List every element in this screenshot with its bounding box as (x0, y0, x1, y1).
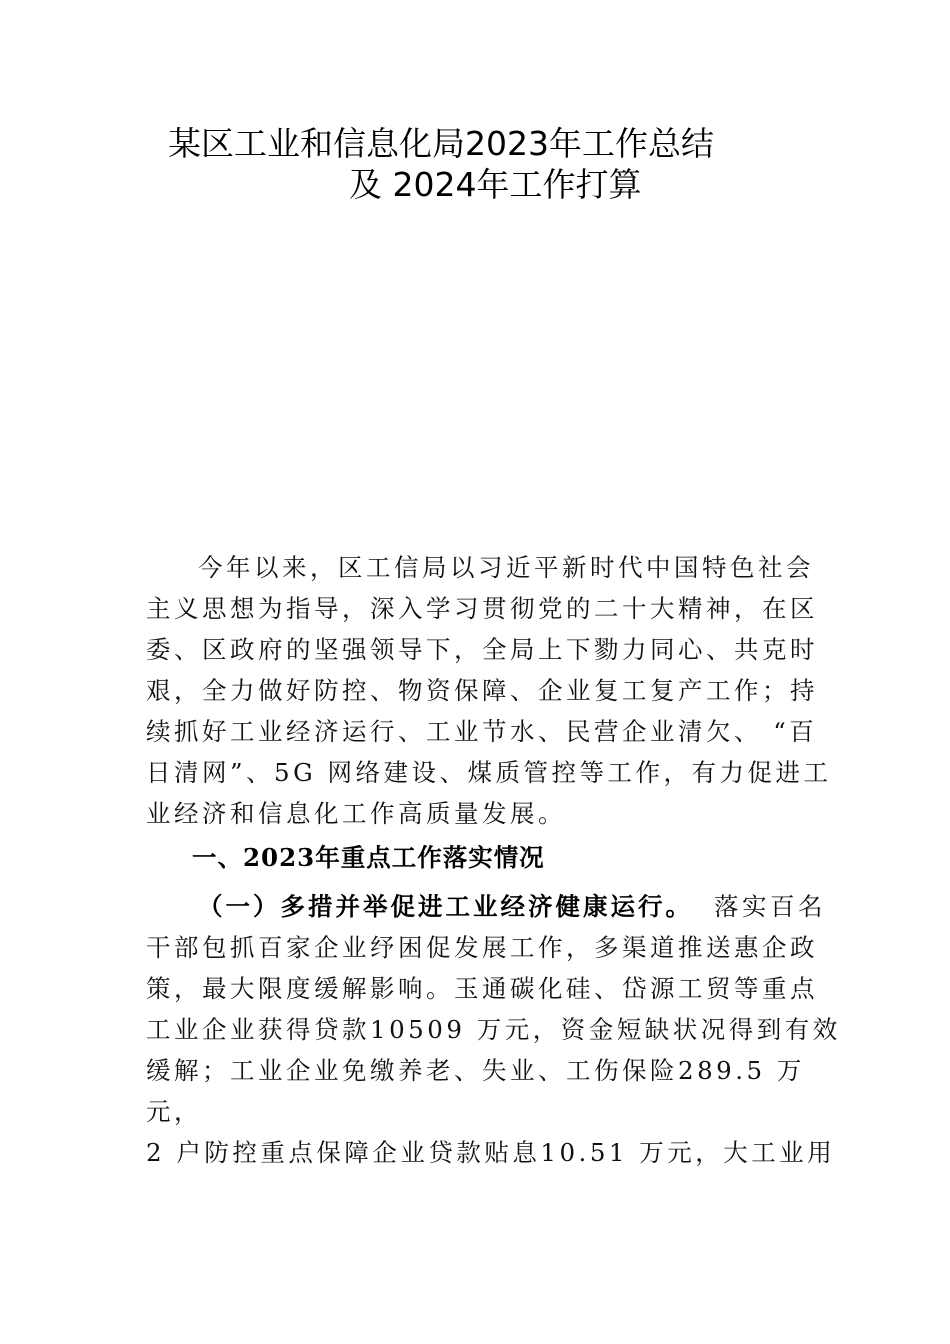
subsection-1-line-3: 策，最大限度缓解影响。玉通碳化硅、岱源工贸等重点 (146, 974, 818, 1003)
intro-line-3: 委、区政府的坚强领导下，全局上下勠力同心、共克时 (146, 635, 818, 664)
subsection-1-line-7: 2 户防控重点保障企业贷款贴息10.51 万元，大工业用 (146, 1138, 836, 1167)
subsection-1-line-4: 工业企业获得贷款10509 万元，资金短缺状况得到有效 (146, 1015, 841, 1044)
intro-line-7: 业经济和信息化工作高质量发展。 (146, 799, 566, 828)
intro-line-4: 艰，全力做好防控、物资保障、企业复工复产工作；持 (146, 676, 818, 705)
intro-line-1: 今年以来，区工信局以习近平新时代中国特色社会 (198, 553, 814, 582)
subsection-1-line-2: 干部包抓百家企业纾困促发展工作，多渠道推送惠企政 (146, 933, 818, 962)
subsection-1-heading: （一）多措并举促进工业经济健康运行。 (198, 892, 693, 921)
subsection-1-line-1: 落实百名 (714, 892, 826, 921)
subsection-1-line-5: 缓解；工业企业免缴养老、失业、工伤保险289.5 万 (146, 1056, 805, 1085)
document-title-line-2: 及 2024年工作打算 (349, 165, 642, 204)
document-title-line-1: 某区工业和信息化局2023年工作总结 (168, 124, 714, 163)
subsection-1-line-6: 元， (146, 1097, 202, 1126)
intro-line-2: 主义思想为指导，深入学习贯彻党的二十大精神，在区 (146, 594, 818, 623)
section-1-heading: 一、2023年重点工作落实情况 (192, 843, 545, 872)
intro-line-5: 续抓好工业经济运行、工业节水、民营企业清欠、 “百 (146, 717, 818, 746)
intro-line-6: 日清网”、5G 网络建设、煤质管控等工作，有力促进工 (146, 758, 832, 787)
